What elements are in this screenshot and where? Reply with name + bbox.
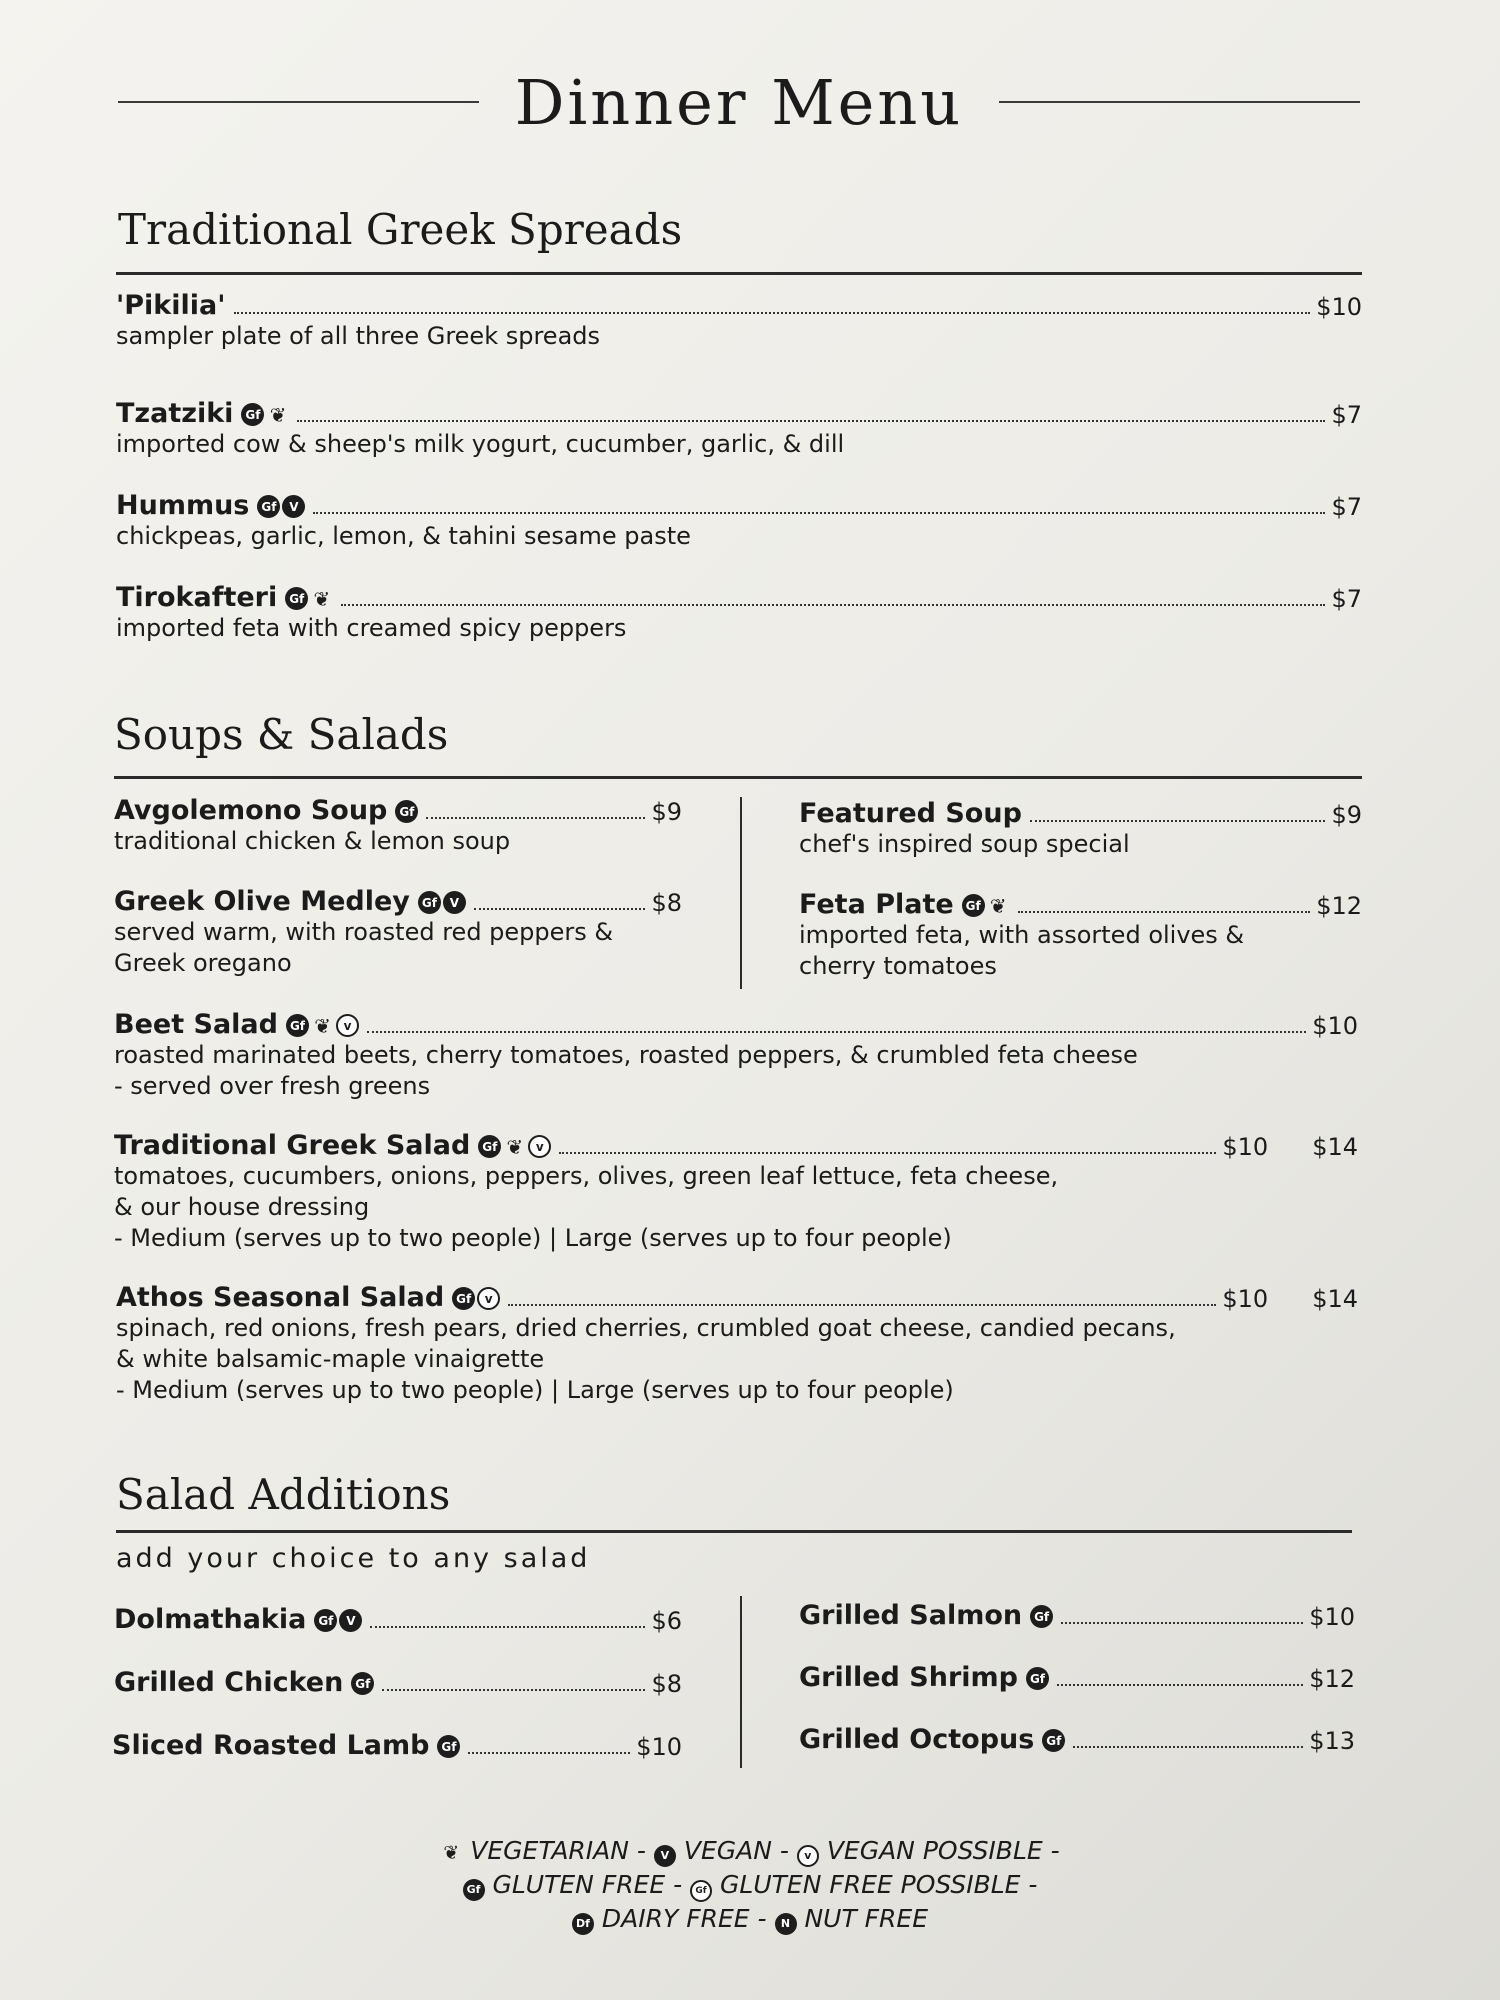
item-description: served warm, with roasted red peppers &: [114, 918, 614, 946]
price-medium: $10: [1222, 1285, 1269, 1313]
section-rule-soups-salads: [114, 776, 1362, 779]
item-description: imported feta, with assorted olives &: [799, 921, 1245, 949]
vegan-possible-icon: v: [336, 1014, 359, 1037]
gluten-free-icon: Gf: [437, 1735, 460, 1758]
item-name: Featured Soup: [799, 798, 1022, 829]
item-price: $10: [636, 1733, 682, 1761]
vegan-icon: V: [339, 1609, 362, 1632]
price-large: $14: [1312, 1285, 1358, 1313]
legend-line-1: [300, 1834, 1200, 1868]
item-name: Traditional Greek Salad: [114, 1130, 471, 1161]
section-subtitle: add your choice to any salad: [116, 1543, 591, 1574]
item-price: $9: [1331, 801, 1362, 829]
gluten-free-icon: Gf: [463, 1879, 485, 1901]
legend-dairy-free: DAIRY FREE -: [601, 1904, 767, 1933]
vegetarian-leaf-icon: ❦: [989, 893, 1007, 918]
item-description-cont: & white balsamic-maple vinaigrette: [116, 1345, 545, 1373]
item-name: Avgolemono Soup: [114, 795, 388, 826]
vegan-icon: V: [282, 495, 305, 518]
dot-leader: [297, 420, 1325, 422]
item-name: Athos Seasonal Salad: [116, 1282, 445, 1313]
item-description: spinach, red onions, fresh pears, dried cherries, crumbled goat cheese, candied pecans,: [116, 1314, 1176, 1342]
addition-sliced-roasted-lamb: [112, 1730, 682, 1761]
menu-item-hummus: [116, 490, 1362, 552]
legend-vegan-possible: VEGAN POSSIBLE -: [826, 1836, 1060, 1865]
menu-item-athos-salad: [116, 1282, 1358, 1406]
item-description: sampler plate of all three Greek spreads: [116, 322, 601, 350]
vegan-icon: V: [654, 1845, 676, 1867]
menu-item-greek-salad: [114, 1130, 1358, 1254]
item-name: Grilled Octopus: [799, 1724, 1035, 1755]
dot-leader: [1061, 1622, 1303, 1624]
item-price: $7: [1331, 401, 1362, 429]
dot-leader: [559, 1152, 1216, 1154]
item-name: 'Pikilia': [116, 290, 226, 321]
item-description: imported cow & sheep's milk yogurt, cucumber, garlic, & dill: [116, 430, 845, 458]
item-size-note: - Medium (serves up to two people) | Large (serves up to four people): [116, 1376, 954, 1404]
item-description: chickpeas, garlic, lemon, & tahini sesame paste: [116, 522, 691, 550]
item-name: Grilled Salmon: [799, 1600, 1023, 1631]
menu-item-feta-plate: [799, 889, 1362, 982]
item-price: $6: [651, 1607, 682, 1635]
item-name: Grilled Shrimp: [799, 1662, 1018, 1693]
legend-gluten-free: GLUTEN FREE -: [492, 1870, 683, 1899]
dot-leader: [313, 512, 1325, 514]
gluten-free-icon: Gf: [1030, 1605, 1053, 1628]
item-name: Feta Plate: [799, 889, 954, 920]
item-description-cont: - served over fresh greens: [114, 1072, 431, 1100]
item-price: $8: [651, 889, 682, 917]
vegetarian-leaf-icon: ❦: [314, 1013, 331, 1038]
dot-leader: [474, 908, 646, 910]
item-description-cont: & our house dressing: [114, 1193, 370, 1221]
item-name: Tirokafteri: [116, 582, 278, 613]
gluten-free-icon: Gf: [286, 1014, 309, 1037]
dot-leader: [234, 312, 1311, 314]
vegan-possible-icon: v: [477, 1287, 500, 1310]
item-name: Dolmathakia: [114, 1604, 307, 1635]
item-name: Beet Salad: [114, 1009, 278, 1040]
vegan-possible-icon: v: [797, 1845, 819, 1867]
item-price: $9: [651, 798, 682, 826]
legend-vegetarian: VEGETARIAN -: [470, 1836, 646, 1865]
gluten-free-icon: Gf: [1042, 1729, 1065, 1752]
vegan-icon: V: [443, 891, 466, 914]
item-price: $12: [1316, 892, 1362, 920]
gluten-free-icon: Gf: [1026, 1667, 1049, 1690]
menu-item-pikilia: [116, 290, 1362, 352]
dot-leader: [468, 1752, 630, 1754]
item-name: Greek Olive Medley: [114, 886, 410, 917]
dot-leader: [1057, 1684, 1303, 1686]
dot-leader: [426, 817, 645, 819]
item-price: $7: [1331, 493, 1362, 521]
legend-line-2: [300, 1868, 1200, 1902]
dot-leader: [382, 1689, 645, 1691]
gluten-free-icon: Gf: [351, 1672, 374, 1695]
dairy-free-icon: Df: [572, 1913, 594, 1935]
vegetarian-leaf-icon: ❦: [313, 586, 331, 611]
title-row: [118, 62, 1360, 142]
gluten-free-icon: Gf: [257, 495, 280, 518]
vegan-possible-icon: v: [528, 1135, 551, 1158]
item-description-cont: cherry tomatoes: [799, 952, 997, 980]
item-description: chef's inspired soup special: [799, 830, 1130, 858]
gluten-free-possible-icon: Gf: [690, 1880, 712, 1902]
item-price: $13: [1309, 1727, 1355, 1755]
column-divider: [740, 1596, 742, 1768]
gluten-free-icon: Gf: [452, 1287, 475, 1310]
vegetarian-leaf-icon: ❦: [506, 1134, 524, 1159]
legend-line-3: [300, 1902, 1200, 1936]
menu-item-beet-salad: [114, 1009, 1358, 1102]
menu-item-tzatziki: [116, 398, 1362, 460]
item-name: Grilled Chicken: [114, 1667, 344, 1698]
dot-leader: [508, 1304, 1216, 1306]
column-divider: [740, 797, 742, 989]
menu-item-olive-medley: [114, 886, 682, 979]
title-rule-right: [999, 101, 1360, 103]
item-description: imported feta with creamed spicy peppers: [116, 614, 627, 642]
page-title: Dinner Menu: [514, 65, 964, 139]
menu-item-avgolemono: [114, 795, 682, 857]
addition-grilled-chicken: [114, 1667, 682, 1698]
addition-grilled-shrimp: [799, 1662, 1355, 1693]
gluten-free-icon: Gf: [241, 403, 264, 426]
item-name: Hummus: [116, 490, 250, 521]
section-title-salad-additions: Salad Additions: [116, 1470, 451, 1519]
dot-leader: [341, 604, 1325, 606]
item-name: Sliced Roasted Lamb: [112, 1730, 430, 1761]
legend-vegan: VEGAN -: [683, 1836, 789, 1865]
price-medium: $10: [1222, 1133, 1269, 1161]
item-price: $10: [1309, 1603, 1355, 1631]
item-description: roasted marinated beets, cherry tomatoes, roasted peppers, & crumbled feta cheese: [114, 1041, 1138, 1069]
item-description: traditional chicken & lemon soup: [114, 827, 511, 855]
dot-leader: [370, 1626, 645, 1628]
dot-leader: [1018, 911, 1311, 913]
gluten-free-icon: Gf: [962, 894, 985, 917]
item-description-cont: Greek oregano: [114, 949, 292, 977]
vegetarian-leaf-icon: ❦: [269, 402, 287, 427]
section-rule-salad-additions: [116, 1530, 1352, 1533]
nut-free-icon: N: [775, 1913, 797, 1935]
gluten-free-icon: Gf: [395, 800, 418, 823]
item-price: $12: [1309, 1665, 1355, 1693]
addition-grilled-octopus: [799, 1724, 1355, 1755]
title-rule-left: [118, 101, 479, 103]
gluten-free-icon: Gf: [314, 1609, 337, 1632]
legend-nut-free: NUT FREE: [804, 1904, 929, 1933]
item-size-note: - Medium (serves up to two people) | Large (serves up to four people): [114, 1224, 952, 1252]
item-price: $10: [1316, 293, 1362, 321]
section-title-spreads: Traditional Greek Spreads: [118, 205, 683, 254]
dietary-legend: [300, 1834, 1200, 1936]
item-price: $7: [1331, 585, 1362, 613]
menu-item-featured-soup: [799, 798, 1362, 860]
menu-item-tirokafteri: [116, 582, 1362, 644]
dot-leader: [1030, 820, 1326, 822]
price-large: $14: [1312, 1133, 1358, 1161]
item-price: $8: [651, 1670, 682, 1698]
dot-leader: [1073, 1746, 1303, 1748]
item-price: $10: [1312, 1012, 1358, 1040]
gluten-free-icon: Gf: [285, 587, 308, 610]
addition-grilled-salmon: [799, 1600, 1355, 1631]
legend-gluten-free-possible: GLUTEN FREE POSSIBLE -: [720, 1870, 1038, 1899]
addition-dolmathakia: [114, 1604, 682, 1635]
dot-leader: [367, 1031, 1306, 1033]
section-title-soups-salads: Soups & Salads: [114, 710, 449, 759]
vegetarian-leaf-icon: ❦: [443, 1842, 460, 1864]
gluten-free-icon: Gf: [418, 891, 441, 914]
item-name: Tzatziki: [116, 398, 234, 429]
section-rule-spreads: [116, 272, 1362, 275]
item-description: tomatoes, cucumbers, onions, peppers, olives, green leaf lettuce, feta cheese,: [114, 1162, 1059, 1190]
gluten-free-icon: Gf: [478, 1135, 501, 1158]
